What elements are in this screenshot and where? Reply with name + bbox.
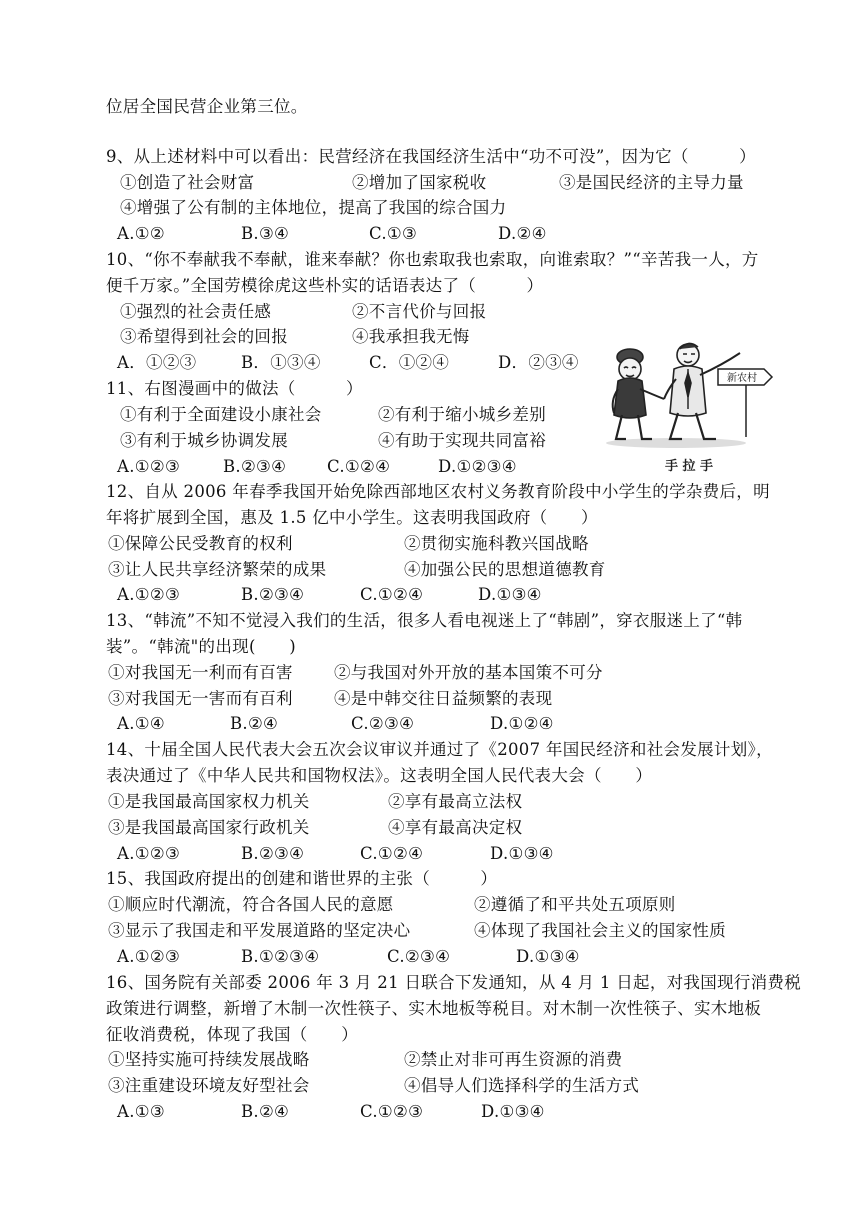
statement: ③显示了我国走和平发展道路的坚定决心 bbox=[108, 921, 411, 940]
question-stem: 14、十届全国人民代表大会五次会议审议并通过了《2007 年国民经济和社会发展计划》， bbox=[106, 740, 773, 759]
statement: ④有助于实现共同富裕 bbox=[378, 431, 546, 450]
statement: ②不言代价与回报 bbox=[352, 302, 487, 321]
statement: ④是中韩交往日益频繁的表现 bbox=[334, 689, 553, 708]
statement: ②遵循了和平共处五项原则 bbox=[474, 895, 676, 914]
statement: ④我承担我无悔 bbox=[352, 327, 470, 346]
answer-option: B.③④ bbox=[241, 224, 290, 243]
answer-option: B.②④ bbox=[241, 1102, 290, 1121]
statement: ②贯彻实施科教兴国战略 bbox=[404, 534, 589, 553]
statement: ③注重建设环境友好型社会 bbox=[108, 1076, 310, 1095]
question-stem: 11、右图漫画中的做法（ ） bbox=[106, 379, 363, 398]
statement: ③有利于城乡协调发展 bbox=[120, 431, 288, 450]
question-stem: 16、国务院有关部委 2006 年 3 月 21 日联合下发通知，从 4 月 1 日起，对我国现行消费税 bbox=[106, 973, 802, 992]
answer-option: B．①③④ bbox=[241, 353, 321, 372]
statement: ④享有最高决定权 bbox=[388, 818, 523, 837]
statement: ④体现了我国社会主义的国家性质 bbox=[474, 921, 726, 940]
statement: ②增加了国家税收 bbox=[352, 173, 487, 192]
answer-option: C.①②③ bbox=[360, 1102, 424, 1121]
answer-option: B.①②③④ bbox=[241, 947, 320, 966]
question-stem: 年将扩展到全国，惠及 1.5 亿中小学生。这表明我国政府（ ） bbox=[106, 508, 598, 527]
statement: ④增强了公有制的主体地位，提高了我国的综合国力 bbox=[120, 198, 507, 217]
statement: ③对我国无一害而有百利 bbox=[108, 689, 293, 708]
answer-option: C.②③④ bbox=[387, 947, 451, 966]
question-stem: 政策进行调整，新增了木制一次性筷子、实木地板等税目。对木制一次性筷子、实木地板 bbox=[106, 999, 762, 1018]
answer-option: D.①②④ bbox=[490, 714, 554, 733]
answer-option: C.②③④ bbox=[351, 714, 415, 733]
intro-tail: 位居全国民营企业第三位。 bbox=[106, 97, 308, 116]
question-stem: 12、自从 2006 年春季我国开始免除西部地区农村义务教育阶段中小学生的学杂费后，明 bbox=[106, 482, 770, 501]
answer-option: B.②④ bbox=[230, 714, 279, 733]
answer-option: A.①②③ bbox=[117, 947, 181, 966]
answer-option: B.②③④ bbox=[241, 844, 305, 863]
statement: ②享有最高立法权 bbox=[388, 792, 523, 811]
statement: ③是我国最高国家行政机关 bbox=[108, 818, 310, 837]
answer-option: D.①③④ bbox=[516, 947, 580, 966]
statement: ①有利于全面建设小康社会 bbox=[120, 405, 322, 424]
statement: ②与我国对外开放的基本国策不可分 bbox=[334, 663, 603, 682]
answer-option: D.①③④ bbox=[478, 585, 542, 604]
answer-option: A.①④ bbox=[117, 714, 165, 733]
statement: ①对我国无一利而有百害 bbox=[108, 663, 293, 682]
statement: ③是国民经济的主导力量 bbox=[559, 173, 744, 192]
statement: ②禁止对非可再生资源的消费 bbox=[404, 1050, 623, 1069]
question-stem: 表决通过了《中华人民共和国物权法》。这表明全国人民代表大会（ ） bbox=[106, 766, 653, 785]
question-stem: 15、我国政府提出的创建和谐世界的主张（ ） bbox=[106, 869, 498, 888]
answer-option: C．①②④ bbox=[369, 353, 450, 372]
answer-option: A.①②③ bbox=[117, 585, 181, 604]
answer-option: A．①②③ bbox=[117, 353, 197, 372]
answer-option: B.②③④ bbox=[223, 457, 287, 476]
answer-option: B.②③④ bbox=[241, 585, 305, 604]
answer-option: C.①②④ bbox=[327, 457, 391, 476]
question-stem: 13、“韩流”不知不觉浸入我们的生活，很多人看电视迷上了“韩剧”，穿衣服迷上了“韩 bbox=[106, 611, 743, 630]
answer-option: D.②④ bbox=[498, 224, 547, 243]
statement: ①保障公民受教育的权利 bbox=[108, 534, 293, 553]
statement: ②有利于缩小城乡差别 bbox=[378, 405, 546, 424]
statement: ①顺应时代潮流，符合各国人民的意愿 bbox=[108, 895, 394, 914]
question-stem: 10、“你不奉献我不奉献，谁来奉献？你也索取我也索取，向谁索取？”“辛苦我一人，方 bbox=[106, 250, 759, 269]
statement: ①强烈的社会责任感 bbox=[120, 302, 272, 321]
answer-option: C.①②④ bbox=[360, 844, 424, 863]
answer-option: A.①③ bbox=[117, 1102, 165, 1121]
statement: ①是我国最高国家权力机关 bbox=[108, 792, 310, 811]
answer-option: C.①③ bbox=[369, 224, 418, 243]
cartoon-sign-text: 新农村 bbox=[727, 373, 757, 384]
question-stem: 装”。“韩流"的出现( ) bbox=[106, 637, 297, 656]
answer-option: A.①②③ bbox=[117, 457, 181, 476]
answer-option: A.①②③ bbox=[117, 844, 181, 863]
answer-option: C.①②④ bbox=[360, 585, 424, 604]
answer-option: D.①③④ bbox=[481, 1102, 545, 1121]
answer-option: D.①②③④ bbox=[438, 457, 517, 476]
statement: ①创造了社会财富 bbox=[120, 173, 255, 192]
cartoon-caption: 手 拉 手 bbox=[664, 459, 714, 474]
answer-option: A.①② bbox=[117, 224, 165, 243]
question-stem: 便千万家。”全国劳模徐虎这些朴实的话语表达了（ ） bbox=[106, 276, 544, 295]
statement: ④加强公民的思想道德教育 bbox=[404, 560, 606, 579]
statement: ①坚持实施可持续发展战略 bbox=[108, 1050, 310, 1069]
statement: ③希望得到社会的回报 bbox=[120, 327, 288, 346]
question-stem: 征收消费税，体现了我国（ ） bbox=[106, 1025, 358, 1044]
statement: ④倡导人们选择科学的生活方式 bbox=[404, 1076, 640, 1095]
question-stem: 9、从上述材料中可以看出：民营经济在我国经济生活中“功不可没”，因为它（ ） bbox=[106, 147, 756, 166]
hand-in-hand-cartoon bbox=[596, 333, 782, 477]
answer-option: D．②③④ bbox=[498, 353, 579, 372]
answer-option: D.①③④ bbox=[490, 844, 554, 863]
statement: ③让人民共享经济繁荣的成果 bbox=[108, 560, 327, 579]
